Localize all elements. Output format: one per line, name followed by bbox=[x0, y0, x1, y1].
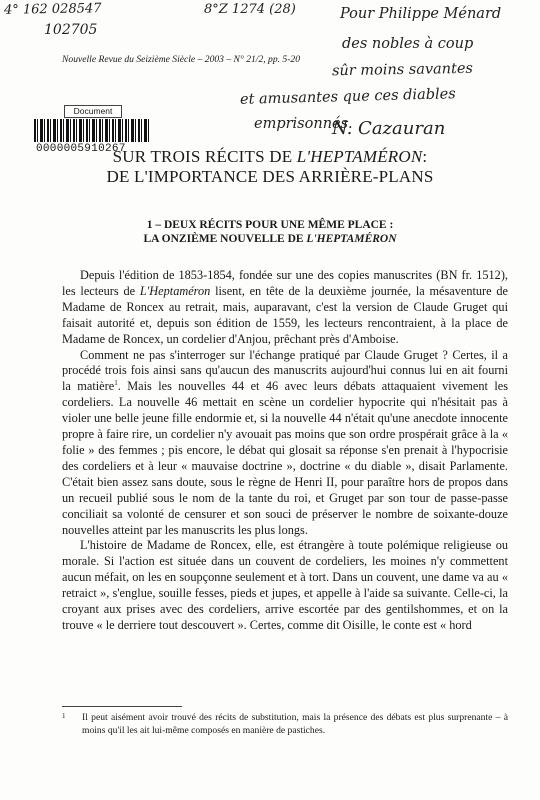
title-line2: DE L'IMPORTANCE DES ARRIÈRE-PLANS bbox=[106, 167, 434, 186]
dedication-line: et amusantes que ces diables bbox=[239, 86, 456, 108]
dedication-line: Pour Philippe Ménard bbox=[340, 6, 502, 22]
journal-reference: Nouvelle Revue du Seizième Siècle – 2003 – N° 21/2, pp. 5-20 bbox=[62, 54, 301, 65]
document-label: Document bbox=[64, 105, 122, 118]
body-text bbox=[62, 268, 508, 634]
footnote-text: Il peut aisément avoir trouvé des récits de substitution, mais la présence des débats est plus surprenante – à moins qu'il les ait lui-même composés en manière de pastiches. bbox=[82, 712, 508, 736]
dedication-line: sûr moins savantes bbox=[331, 60, 474, 80]
footnote-reference[interactable]: 1 bbox=[114, 379, 118, 388]
footnote bbox=[62, 712, 508, 737]
article-title bbox=[20, 147, 520, 187]
barcode-image bbox=[34, 119, 150, 142]
title-italic-work: L'HEPTAMÉRON bbox=[296, 147, 423, 166]
paragraph bbox=[62, 268, 508, 348]
section-heading bbox=[20, 218, 520, 246]
footnote-mark: 1 bbox=[62, 712, 66, 720]
title-line1-suffix: : bbox=[422, 147, 428, 166]
paragraph bbox=[62, 538, 508, 633]
title-line1-prefix: SUR TROIS RÉCITS DE bbox=[112, 147, 297, 166]
barcode-number: 0000005910267 bbox=[36, 143, 126, 155]
footnote-rule bbox=[62, 706, 182, 707]
handwritten-shelfmark-2: 8°Z 1274 (28) bbox=[204, 2, 296, 17]
paragraph bbox=[62, 348, 508, 539]
section-line1: 1 – DEUX RÉCITS POUR UNE MÊME PLACE : bbox=[146, 219, 394, 231]
paragraph-text: L'histoire de Madame de Roncex, elle, est étrangère à toute polémique religieuse ou morale. Si l'action est située dans un couvent de cordeliers, les moines n'y commettent aucun méfait, on les en soupçonne seulement et à tort. Dans un couvent, une dame va au « retraict », s'englue, souille fesses, pieds et jupes, et appelle à l'aide sa suivante. Celle-ci, la croyant aux prises avec des cordeliers, arrive escortée par des gentilshommes, et on la trouve « le derriere tout descouvert ». Certes, comme dit Oisille, le conte est « hord bbox=[62, 538, 508, 632]
dedication-line: des nobles à coup bbox=[342, 36, 474, 52]
signature: N. Cazauran bbox=[332, 118, 446, 139]
handwritten-shelfmark-3: 102705 bbox=[44, 22, 98, 38]
dedication-line: emprisonnés. bbox=[254, 116, 353, 132]
section-line2-prefix: LA ONZIÈME NOUVELLE DE bbox=[143, 233, 307, 245]
paragraph-text: lisent, en tête de la deuxième journée, la mésaventure de Madame de Roncex au retrait, mais, auparavant, c'est la version de Claude Gruget qui faisait autorité et, depuis son édition de 1559, les lecteurs rencontraient, à la place de Madame de Roncex, un cordelier d'Anjou, prêchant près d'Amboise. bbox=[62, 283, 508, 346]
handwritten-shelfmark-1: 4° 162 028547 bbox=[3, 1, 102, 18]
paragraph-text: Depuis l'édition de 1853-1854, fondée sur une des copies manuscrites (BN fr. 1512), les lecteurs de bbox=[62, 268, 508, 298]
paragraph-text: Comment ne pas s'interroger sur l'échange pratiqué par Claude Gruget ? Certes, il a procédé trois fois ainsi sans qu'aucun des manuscrits aujourd'hui connus lui en ait fourni la matière bbox=[62, 347, 508, 394]
paragraph-text: . Mais les nouvelles 44 et 46 avec leurs débats attaquaient vivement les cordeliers. La nouvelle 46 mettait en scène un cordelier hypocrite qui n'hésitait pas à violer une belle jeune fille endormie et, si la nouvelle 44 n'était qu'une anecdote innocente propre à faire rire, un cordelier n'y avouait pas moins que son ordre prospérait grâce à la « folie » des femmes ; pis encore, le débat qui glosait sa réponse s'en prenait à l'hypocrisie des cordeliers et à leur « mauvaise doctrine », doctrine « du diable », disait Parlamente. C'était bien assez sans doute, sous le règne de Henri II, pour paraître hors de propos dans un recueil publié sous le nom de la tante du roi, et Gruget par son tour de passe-passe conciliait sa volonté de censurer et son souci de préserver le nombre de soixante-douze nouvelles atteint par les manuscrits les plus longs. bbox=[62, 379, 508, 537]
section-italic-work: L'HEPTAMÉRON bbox=[306, 233, 397, 245]
paragraph-italic: L'Heptaméron bbox=[139, 283, 211, 298]
